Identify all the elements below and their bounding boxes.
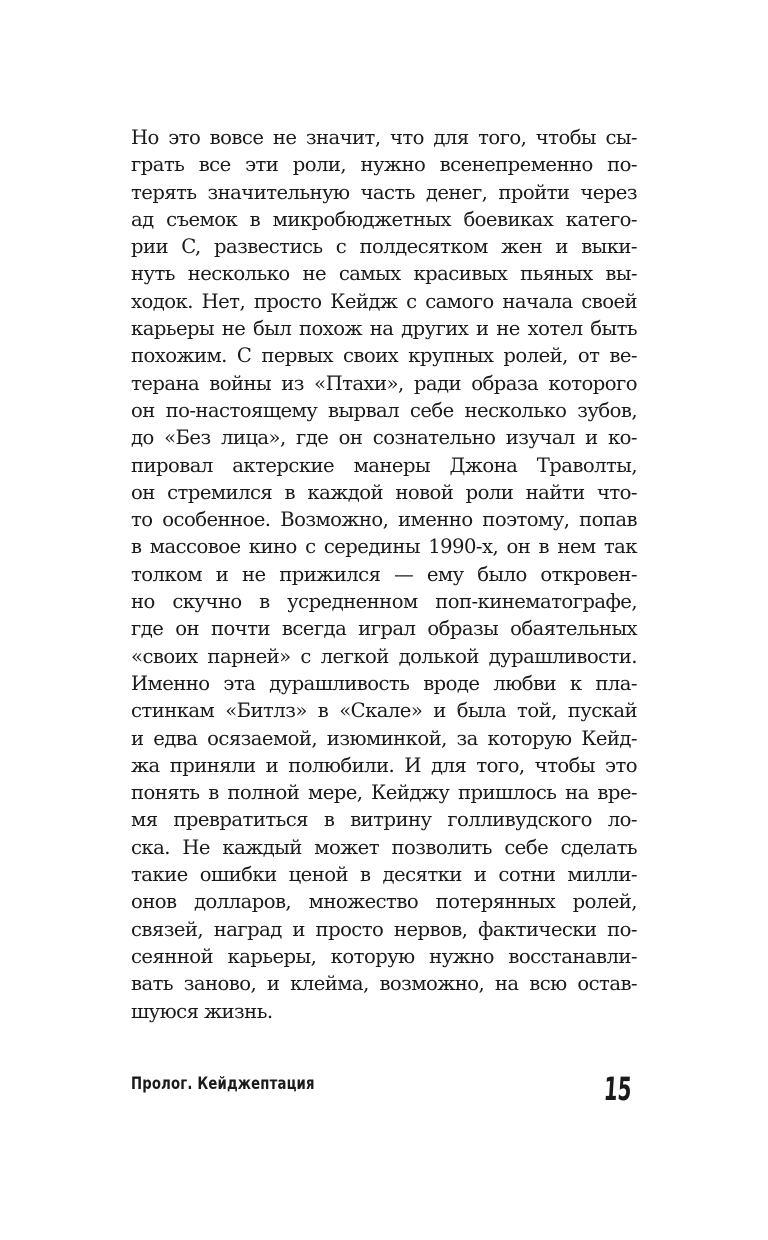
text-line: где он почти всегда играл образы обаятельных <box>131 617 637 641</box>
running-title: Пролог. Кейджептация <box>131 1074 315 1094</box>
text-line: толком и не прижился — ему было откровен- <box>131 562 637 586</box>
text-line: ходок. Нет, просто Кейдж с самого начала своей <box>131 289 637 313</box>
text-line: грать все эти роли, нужно всенепременно по- <box>131 153 637 177</box>
text-line: вать заново, и клейма, возможно, на всю остав- <box>131 972 637 996</box>
text-line: стинкам «Битлз» в «Скале» и была той, пускай <box>131 699 637 723</box>
text-line: Именно эта дурашливость вроде любви к пла- <box>131 671 637 695</box>
page-number: 15 <box>603 1070 634 1108</box>
text-line: ад съемок в микробюджетных боевиках катего- <box>131 207 637 231</box>
text-line: в массовое кино с середины 1990-х, он в нем так <box>131 535 637 559</box>
text-line: нуть несколько не самых красивых пьяных вы- <box>131 262 637 286</box>
text-line: то особенное. Возможно, именно поэтому, попав <box>131 508 637 532</box>
text-line: он стремился в каждой новой роли найти что- <box>131 480 637 504</box>
text-line: терана войны из «Птахи», ради образа которого <box>131 371 637 395</box>
text-line: мя превратиться в витрину голливудского ло- <box>131 808 637 832</box>
text-line: рии C, развестись с полдесятком жен и выки- <box>131 235 637 259</box>
text-line: ска. Не каждый может позволить себе сделать <box>131 835 637 859</box>
text-line: Но это вовсе не значит, что для того, чтобы сы- <box>131 126 637 149</box>
text-line: пировал актерские манеры Джона Траволты, <box>131 453 637 477</box>
text-line: и едва осязаемой, изюминкой, за которую Кейд- <box>131 726 637 750</box>
text-line: жа приняли и полюбили. И для того, чтобы это <box>131 753 637 777</box>
text-line: но скучно в усредненном поп-кинематографе, <box>131 590 637 614</box>
text-line: понять в полной мере, Кейджу пришлось на вре- <box>131 781 637 805</box>
text-line: терять значительную часть денег, пройти через <box>131 180 637 204</box>
text-line: такие ошибки ценой в десятки и сотни милли- <box>131 863 637 887</box>
text-line: сеянной карьеры, которую нужно восстанавли- <box>131 944 637 968</box>
text-line: он по-настоящему вырвал себе несколько зубов, <box>131 398 637 422</box>
body-paragraph <box>131 124 637 1025</box>
text-line: похожим. С первых своих крупных ролей, от ве- <box>131 344 637 368</box>
text-line: «своих парней» с легкой долькой дурашливости. <box>131 644 637 668</box>
text-line: карьеры не был похож на других и не хотел быть <box>131 317 637 341</box>
text-line: до «Без лица», где он сознательно изучал и ко- <box>131 426 637 450</box>
text-line: шуюся жизнь. <box>131 999 273 1023</box>
text-line: связей, наград и просто нервов, фактически по- <box>131 917 637 941</box>
text-line: онов долларов, множество потерянных ролей, <box>131 890 637 914</box>
